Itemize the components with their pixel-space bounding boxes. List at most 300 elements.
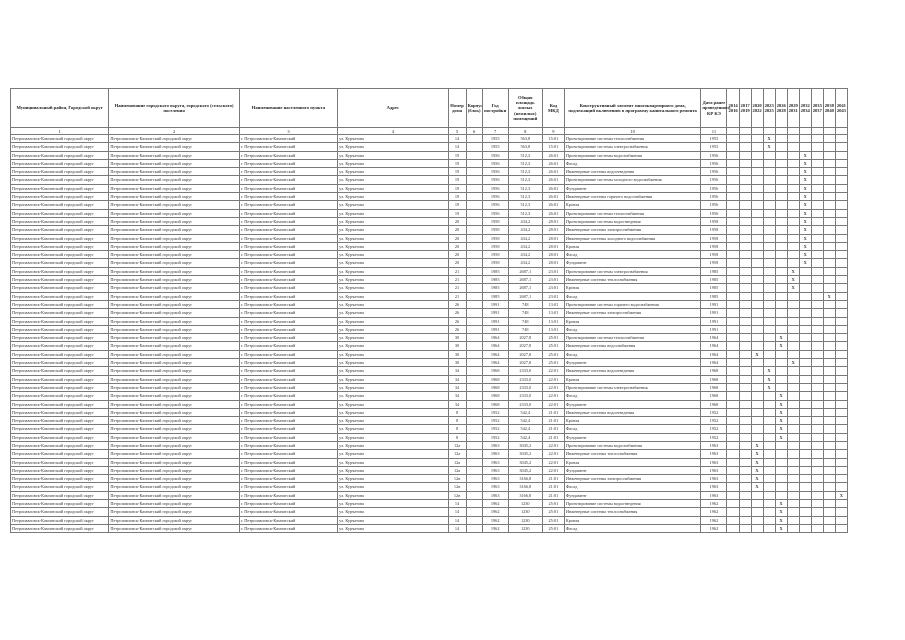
period-cell (823, 209, 835, 217)
mkd-code-cell: 23:01 (542, 267, 564, 275)
period-cell (727, 259, 739, 267)
prev-repair-cell: 1968 (701, 392, 727, 400)
period-cell (811, 176, 823, 184)
table-row (11, 475, 848, 483)
settlement-cell: Петропавловск-Камчатский городской округ (109, 334, 239, 342)
period-cell (775, 383, 787, 391)
period-cell (787, 450, 799, 458)
period-cell (775, 350, 787, 358)
period-cell (739, 143, 751, 151)
period-cell (775, 242, 787, 250)
block-cell (466, 226, 482, 234)
mkd-code-cell: 23:01 (542, 292, 564, 300)
period-cell (763, 325, 775, 333)
period-cell (775, 483, 787, 491)
period-cell (823, 201, 835, 209)
block-cell (466, 201, 482, 209)
period-cell (811, 475, 823, 483)
area-cell: 2027,8 (508, 359, 542, 367)
prev-repair-cell: 1963 (701, 483, 727, 491)
house-number-cell: 12в (448, 475, 466, 483)
period-cell (787, 159, 799, 167)
prev-repair-cell: 1968 (701, 383, 727, 391)
period-cell (727, 251, 739, 259)
prev-repair-cell: 1963 (701, 458, 727, 466)
build-year-cell: 1952 (482, 417, 508, 425)
period-cell (823, 491, 835, 499)
area-cell: 3166,8 (508, 475, 542, 483)
prev-repair-cell: 1991 (701, 325, 727, 333)
prev-repair-cell: 1985 (701, 292, 727, 300)
period-cell (823, 375, 835, 383)
mkd-code-cell: 13:01 (542, 317, 564, 325)
period-cell (727, 466, 739, 474)
address-cell: ул. Курчатова (338, 500, 448, 508)
mkd-code-cell: 25:01 (542, 359, 564, 367)
prev-repair-cell: 1963 (701, 441, 727, 449)
period-cell (835, 500, 847, 508)
element-cell: Кровля (564, 458, 700, 466)
element-cell: Фундамент (564, 433, 700, 441)
period-cell (763, 417, 775, 425)
period-cell (811, 193, 823, 201)
block-cell (466, 184, 482, 192)
period-cell (763, 284, 775, 292)
locality-cell: г. Петропавловск-Камчатский (239, 259, 337, 267)
block-cell (466, 259, 482, 267)
locality-cell: г. Петропавловск-Камчатский (239, 159, 337, 167)
period-cell (739, 483, 751, 491)
period-cell (739, 458, 751, 466)
district-cell: Петропавловск-Камчатский городской округ (11, 392, 109, 400)
prev-repair-cell: 1958 (701, 242, 727, 250)
column-number: 2 (109, 128, 239, 135)
column-number: 1 (11, 128, 109, 135)
block-cell (466, 491, 482, 499)
period-cell (787, 300, 799, 308)
period-cell (763, 334, 775, 342)
element-cell: Фундамент (564, 359, 700, 367)
address-cell: ул. Курчатова (338, 334, 448, 342)
block-cell (466, 392, 482, 400)
area-cell: 3166,8 (508, 483, 542, 491)
address-cell: ул. Курчатова (338, 276, 448, 284)
period-cell (739, 242, 751, 250)
house-number-cell: 14 (448, 135, 466, 143)
build-year-cell: 1962 (482, 524, 508, 532)
period-cell (787, 217, 799, 225)
period-cell (751, 135, 763, 143)
period-cell (787, 375, 799, 383)
build-year-cell: 1968 (482, 367, 508, 375)
area-cell: 434,2 (508, 251, 542, 259)
build-year-cell: 1963 (482, 441, 508, 449)
locality-cell: г. Петропавловск-Камчатский (239, 276, 337, 284)
house-number-cell: 34 (448, 383, 466, 391)
period-cell (727, 450, 739, 458)
address-cell: ул. Курчатова (338, 209, 448, 217)
period-cell (823, 259, 835, 267)
address-cell: ул. Курчатова (338, 184, 448, 192)
period-cell (799, 267, 811, 275)
block-cell (466, 267, 482, 275)
block-cell (466, 408, 482, 416)
period-cell (823, 400, 835, 408)
house-number-cell: 21 (448, 276, 466, 284)
period-cell (799, 417, 811, 425)
table-row (11, 441, 848, 449)
period-cell (799, 524, 811, 532)
period-mark: X (799, 159, 811, 167)
block-cell (466, 375, 482, 383)
period-cell (811, 417, 823, 425)
period-cell (739, 466, 751, 474)
period-cell (763, 491, 775, 499)
house-number-cell: 12а (448, 458, 466, 466)
district-cell: Петропавловск-Камчатский городской округ (11, 350, 109, 358)
block-cell (466, 217, 482, 225)
period-cell (811, 251, 823, 259)
area-cell: 2027,8 (508, 342, 542, 350)
area-cell: 512,3 (508, 151, 542, 159)
area-cell: 3045,2 (508, 450, 542, 458)
period-cell (775, 193, 787, 201)
element-cell: Проектирование системы водоотведения (564, 217, 700, 225)
block-cell (466, 292, 482, 300)
period-cell (787, 317, 799, 325)
build-year-cell: 1963 (482, 483, 508, 491)
period-cell (775, 359, 787, 367)
area-cell: 434,2 (508, 242, 542, 250)
build-year-cell: 1958 (482, 251, 508, 259)
area-cell: 542,4 (508, 417, 542, 425)
mkd-code-cell: 22:01 (542, 400, 564, 408)
house-number-cell: 12а (448, 450, 466, 458)
address-cell: ул. Курчатова (338, 433, 448, 441)
settlement-cell: Петропавловск-Камчатский городской округ (109, 350, 239, 358)
area-cell: 434,2 (508, 259, 542, 267)
district-cell: Петропавловск-Камчатский городской округ (11, 135, 109, 143)
period-cell (811, 184, 823, 192)
period-mark: X (799, 193, 811, 201)
district-cell: Петропавловск-Камчатский городской округ (11, 342, 109, 350)
period-cell (739, 441, 751, 449)
prev-repair-cell: 1956 (701, 151, 727, 159)
period-cell (823, 300, 835, 308)
period-cell (823, 193, 835, 201)
period-cell (835, 367, 847, 375)
period-cell (751, 201, 763, 209)
period-cell (739, 400, 751, 408)
period-cell (787, 458, 799, 466)
period-cell (787, 193, 799, 201)
period-cell (787, 508, 799, 516)
prev-repair-cell: 1956 (701, 201, 727, 209)
period-cell (763, 392, 775, 400)
period-cell (799, 317, 811, 325)
period-cell (811, 433, 823, 441)
address-cell: ул. Курчатова (338, 234, 448, 242)
block-cell (466, 325, 482, 333)
address-cell: ул. Курчатова (338, 508, 448, 516)
block-cell (466, 475, 482, 483)
table-row (11, 143, 848, 151)
period-mark: X (799, 201, 811, 209)
locality-cell: г. Петропавловск-Камчатский (239, 383, 337, 391)
element-cell: Кровля (564, 516, 700, 524)
table-row (11, 466, 848, 474)
locality-cell: г. Петропавловск-Камчатский (239, 292, 337, 300)
area-cell: 2333,0 (508, 400, 542, 408)
period-cell (727, 359, 739, 367)
period-cell (763, 458, 775, 466)
locality-cell: г. Петропавловск-Камчатский (239, 367, 337, 375)
area-cell: 748 (508, 317, 542, 325)
prev-repair-cell: 1956 (701, 176, 727, 184)
period-cell (835, 342, 847, 350)
period-cell (835, 300, 847, 308)
period-cell (763, 309, 775, 317)
period-cell (787, 417, 799, 425)
district-cell: Петропавловск-Камчатский городской округ (11, 234, 109, 242)
column-number: 4 (338, 128, 448, 135)
period-cell (739, 226, 751, 234)
element-cell: Кровля (564, 284, 700, 292)
column-header: Конструктивный элемент многоквартирного дома, подлежащий включению в программу капитального ремонта (564, 89, 700, 128)
period-cell (835, 292, 847, 300)
house-number-cell: 34 (448, 400, 466, 408)
build-year-cell: 1962 (482, 508, 508, 516)
table-row (11, 508, 848, 516)
period-cell (799, 425, 811, 433)
period-cell (763, 267, 775, 275)
period-cell (787, 491, 799, 499)
period-cell (727, 292, 739, 300)
period-cell (787, 242, 799, 250)
district-cell: Петропавловск-Камчатский городской округ (11, 458, 109, 466)
prev-repair-cell: 1952 (701, 425, 727, 433)
period-cell (751, 143, 763, 151)
period-mark: X (835, 491, 847, 499)
period-cell (763, 209, 775, 217)
element-cell: Инженерные системы водоотведения (564, 408, 700, 416)
block-cell (466, 209, 482, 217)
period-cell (787, 226, 799, 234)
period-cell (727, 425, 739, 433)
period-cell (775, 176, 787, 184)
address-cell: ул. Курчатова (338, 143, 448, 151)
period-cell (751, 392, 763, 400)
block-cell (466, 483, 482, 491)
locality-cell: г. Петропавловск-Камчатский (239, 209, 337, 217)
district-cell: Петропавловск-Камчатский городской округ (11, 516, 109, 524)
period-cell (739, 334, 751, 342)
capital-repair-table-sheet (10, 88, 848, 533)
settlement-cell: Петропавловск-Камчатский городской округ (109, 500, 239, 508)
period-mark: X (799, 242, 811, 250)
area-cell: 2687,1 (508, 276, 542, 284)
settlement-cell: Петропавловск-Камчатский городской округ (109, 151, 239, 159)
settlement-cell: Петропавловск-Камчатский городской округ (109, 209, 239, 217)
build-year-cell: 1968 (482, 400, 508, 408)
column-header: 2020 2022 (751, 89, 763, 128)
period-cell (799, 143, 811, 151)
block-cell (466, 450, 482, 458)
period-cell (835, 193, 847, 201)
build-year-cell: 1955 (482, 143, 508, 151)
period-cell (763, 524, 775, 532)
area-cell: 2687,1 (508, 284, 542, 292)
period-cell (727, 159, 739, 167)
prev-repair-cell: 1963 (701, 491, 727, 499)
period-cell (835, 425, 847, 433)
element-cell: Инженерные системы электроснабжения (564, 226, 700, 234)
prev-repair-cell: 1958 (701, 251, 727, 259)
address-cell: ул. Курчатова (338, 300, 448, 308)
period-cell (739, 135, 751, 143)
block-cell (466, 417, 482, 425)
period-cell (739, 168, 751, 176)
period-cell (739, 217, 751, 225)
district-cell: Петропавловск-Камчатский городской округ (11, 375, 109, 383)
period-cell (835, 375, 847, 383)
house-number-cell: 30 (448, 359, 466, 367)
settlement-cell: Петропавловск-Камчатский городской округ (109, 425, 239, 433)
block-cell (466, 359, 482, 367)
house-number-cell: 26 (448, 317, 466, 325)
period-cell (763, 292, 775, 300)
district-cell: Петропавловск-Камчатский городской округ (11, 441, 109, 449)
period-cell (763, 259, 775, 267)
period-cell (799, 292, 811, 300)
period-mark: X (775, 342, 787, 350)
locality-cell: г. Петропавловск-Камчатский (239, 309, 337, 317)
period-cell (811, 491, 823, 499)
period-cell (763, 342, 775, 350)
prev-repair-cell: 1956 (701, 168, 727, 176)
period-mark: X (775, 500, 787, 508)
house-number-cell: 26 (448, 309, 466, 317)
mkd-code-cell: 22:01 (542, 367, 564, 375)
locality-cell: г. Петропавловск-Камчатский (239, 483, 337, 491)
address-cell: ул. Курчатова (338, 483, 448, 491)
table-row (11, 226, 848, 234)
column-number: 9 (542, 128, 564, 135)
build-year-cell: 1991 (482, 309, 508, 317)
settlement-cell: Петропавловск-Камчатский городской округ (109, 184, 239, 192)
period-cell (787, 309, 799, 317)
period-cell (835, 516, 847, 524)
period-cell (811, 209, 823, 217)
period-cell (823, 184, 835, 192)
element-cell: Фасад (564, 159, 700, 167)
area-cell: 3045,2 (508, 466, 542, 474)
house-number-cell: 20 (448, 234, 466, 242)
district-cell: Петропавловск-Камчатский городской округ (11, 359, 109, 367)
period-cell (799, 475, 811, 483)
period-cell (775, 143, 787, 151)
table-row (11, 242, 848, 250)
period-cell (727, 458, 739, 466)
table-row (11, 392, 848, 400)
table-row (11, 342, 848, 350)
period-cell (823, 284, 835, 292)
address-cell: ул. Курчатова (338, 367, 448, 375)
period-cell (763, 425, 775, 433)
period-cell (751, 292, 763, 300)
settlement-cell: Петропавловск-Камчатский городской округ (109, 267, 239, 275)
element-cell: Фасад (564, 425, 700, 433)
period-cell (751, 417, 763, 425)
mkd-code-cell: 25:01 (542, 350, 564, 358)
column-header: Код МКД (542, 89, 564, 128)
mkd-code-cell: 21:01 (542, 483, 564, 491)
period-mark: X (751, 458, 763, 466)
district-cell: Петропавловск-Камчатский городской округ (11, 417, 109, 425)
address-cell: ул. Курчатова (338, 217, 448, 225)
period-cell (763, 450, 775, 458)
period-cell (727, 193, 739, 201)
element-cell: Фундамент (564, 491, 700, 499)
period-cell (811, 400, 823, 408)
prev-repair-cell: 1964 (701, 342, 727, 350)
house-number-cell: 20 (448, 226, 466, 234)
mkd-code-cell: 26:01 (542, 159, 564, 167)
element-cell: Инженерные системы водоснабжения (564, 342, 700, 350)
period-cell (739, 516, 751, 524)
table-row (11, 450, 848, 458)
locality-cell: г. Петропавловск-Камчатский (239, 417, 337, 425)
mkd-code-cell: 28:01 (542, 234, 564, 242)
period-cell (811, 466, 823, 474)
area-cell: 563,8 (508, 143, 542, 151)
element-cell: Проектирование системы электроснабжения (564, 383, 700, 391)
address-cell: ул. Курчатова (338, 135, 448, 143)
district-cell: Петропавловск-Камчатский городской округ (11, 176, 109, 184)
period-cell (739, 491, 751, 499)
table-row (11, 500, 848, 508)
period-cell (799, 334, 811, 342)
period-cell (751, 367, 763, 375)
period-cell (835, 417, 847, 425)
address-cell: ул. Курчатова (338, 284, 448, 292)
locality-cell: г. Петропавловск-Камчатский (239, 491, 337, 499)
period-cell (823, 276, 835, 284)
period-cell (811, 135, 823, 143)
area-cell: 2027,8 (508, 350, 542, 358)
period-cell (751, 400, 763, 408)
period-cell (739, 375, 751, 383)
period-cell (763, 217, 775, 225)
settlement-cell: Петропавловск-Камчатский городской округ (109, 408, 239, 416)
period-cell (787, 201, 799, 209)
district-cell: Петропавловск-Камчатский городской округ (11, 184, 109, 192)
period-cell (823, 458, 835, 466)
period-cell (763, 193, 775, 201)
period-cell (823, 267, 835, 275)
period-cell (835, 259, 847, 267)
period-cell (811, 325, 823, 333)
period-cell (835, 359, 847, 367)
element-cell: Проектирование системы водоснабжения (564, 151, 700, 159)
district-cell: Петропавловск-Камчатский городской округ (11, 251, 109, 259)
build-year-cell: 1956 (482, 209, 508, 217)
period-cell (763, 466, 775, 474)
build-year-cell: 1962 (482, 516, 508, 524)
column-number (727, 128, 739, 135)
mkd-code-cell: 13:01 (542, 325, 564, 333)
mkd-code-cell: 25:01 (542, 500, 564, 508)
